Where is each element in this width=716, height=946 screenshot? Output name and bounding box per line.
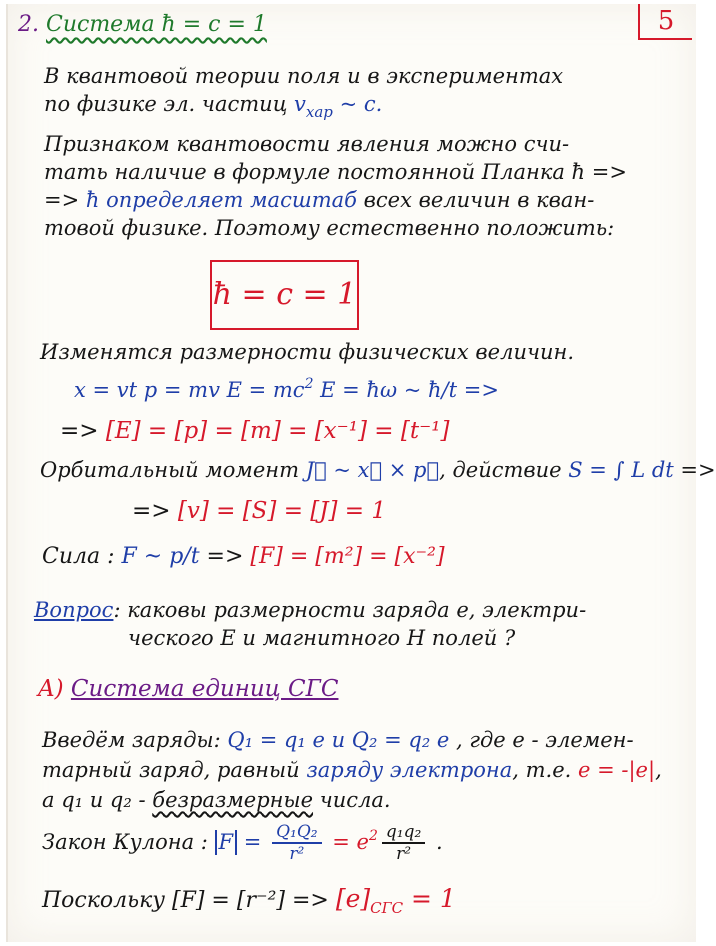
planck-scale-statement: ħ определяет масштаб (85, 188, 357, 212)
force-label: Сила : (42, 544, 122, 569)
dimensions-statement: Изменятся размерности физических величин. (40, 340, 575, 364)
paragraph-1-line-1: В квантовой теории поля и в экспериментах (44, 64, 564, 88)
comma: , (655, 758, 662, 782)
period: . (429, 829, 443, 854)
paragraph-2-line-4: товой физике. Поэтому естественно положить: (44, 216, 615, 240)
orbital-moment-line (40, 458, 716, 483)
charges-line-1 (42, 728, 634, 753)
orbital-moment-label: Орбитальный момент (40, 458, 300, 482)
mc2-superscript: 2 (304, 376, 314, 392)
question-label: Вопрос (34, 598, 114, 622)
section-a-marker: A) (38, 676, 64, 702)
fraction-numerator: q₁q₂ (382, 822, 425, 844)
cgs-subscript: СГС (370, 899, 404, 917)
e-squared: = e (325, 829, 369, 854)
heading-title: Система ħ = c = 1 (46, 12, 267, 37)
implies-arrow: => (44, 188, 86, 212)
charge-definitions: Q₁ = q₁ e и Q₂ = q₂ e (227, 728, 450, 752)
dimensionless-word: безразмерные (152, 788, 314, 812)
coulomb-law-line: Закон Кулона : F = $\frac{\text{Q₁Q₂}}{\text{r²}}$ = $e^2$ $\frac{\text{q₁q₂}}{\text{r²}}$ . (42, 822, 443, 865)
paragraph-2-line-1: Признаком квантовости явления можно счи- (44, 132, 570, 156)
boxed-formula: ħ = c = 1 (210, 260, 359, 330)
electron-charge-value: e = -|e| (578, 758, 656, 782)
fraction-denominator: r² (396, 844, 412, 865)
heading-number: 2. (18, 12, 39, 37)
section-a-heading (38, 676, 338, 704)
question-line-2: ческого E и магнитного H полей ? (128, 626, 516, 650)
kinematic-formulas: x = vt p = mv E = mc (74, 378, 305, 402)
implies-arrow: => (673, 458, 716, 482)
paragraph-1-text: по физике эл. частиц (44, 92, 295, 116)
equals-one: = 1 (403, 884, 456, 913)
electron-charge-text: заряду электрона (306, 758, 513, 782)
force-formula: F ~ p/t (121, 544, 200, 569)
angular-momentum-formula: J⃗ ~ x⃗ × p⃗ (305, 458, 440, 482)
question-line-1 (34, 598, 586, 623)
velocity-symbol: v (294, 92, 306, 116)
force-line (42, 544, 445, 570)
e-squared-exponent: 2 (368, 827, 378, 844)
charges-where: , где e - элемен- (449, 728, 634, 752)
coulomb-law-label: Закон Кулона : (42, 829, 215, 854)
paragraph-2-rest: всех величин в кван- (356, 188, 595, 212)
action-integral: S = ∫ L dt (568, 458, 674, 482)
implies-arrow: => (132, 498, 178, 524)
section-a-title: Система единиц СГС (70, 676, 339, 702)
force-dimension: [F] = [m²] = [x⁻²] (250, 544, 445, 569)
conclusion-label: Поскольку [F] = [r⁻²] => (42, 888, 336, 913)
dimensions-formulas (74, 376, 499, 403)
notebook-page (6, 4, 716, 942)
velocity-subscript: хар (305, 103, 333, 121)
energy-frequency-formula: E = ħω ~ ħ/t => (313, 378, 499, 402)
dimensions-result (60, 418, 449, 446)
orbital-result (132, 498, 386, 526)
charges-line-3 (42, 788, 391, 813)
velocity-relation: ~ c. (332, 92, 383, 116)
ie-text: , т.е. (512, 758, 578, 782)
charges-intro: Введём заряды: (42, 728, 228, 752)
page-number: 5 (638, 4, 692, 40)
charges-line-2 (42, 758, 662, 783)
force-magnitude: F (215, 830, 238, 855)
q-numbers-text: а q₁ и q₂ - (42, 788, 153, 812)
section-heading (18, 12, 267, 38)
question-text: : каковы размерности заряда e, электри- (113, 598, 587, 622)
action-label: , действие (439, 458, 569, 482)
implies-arrow: => (199, 544, 251, 569)
paragraph-2-line-3 (44, 188, 594, 213)
fraction-charges (272, 822, 322, 865)
paragraph-1-line-2 (44, 92, 382, 121)
charge-dimension: [e] (335, 884, 371, 913)
fraction-numerator: Q₁Q₂ (272, 822, 322, 844)
elementary-charge-text: тарный заряд, равный (42, 758, 307, 782)
fraction-denominator: r² (289, 844, 305, 865)
dimensionless-quantities: [v] = [S] = [J] = 1 (177, 498, 386, 524)
dimension-equalities: [E] = [p] = [m] = [x⁻¹] = [t⁻¹] (105, 418, 450, 444)
fraction-dimensionless (382, 822, 425, 865)
numbers-word: числа. (313, 788, 391, 812)
implies-arrow: => (60, 418, 106, 444)
conclusion-line (42, 884, 456, 917)
paragraph-2-line-2: тать наличие в формуле постоянной Планка ħ => (44, 160, 627, 184)
